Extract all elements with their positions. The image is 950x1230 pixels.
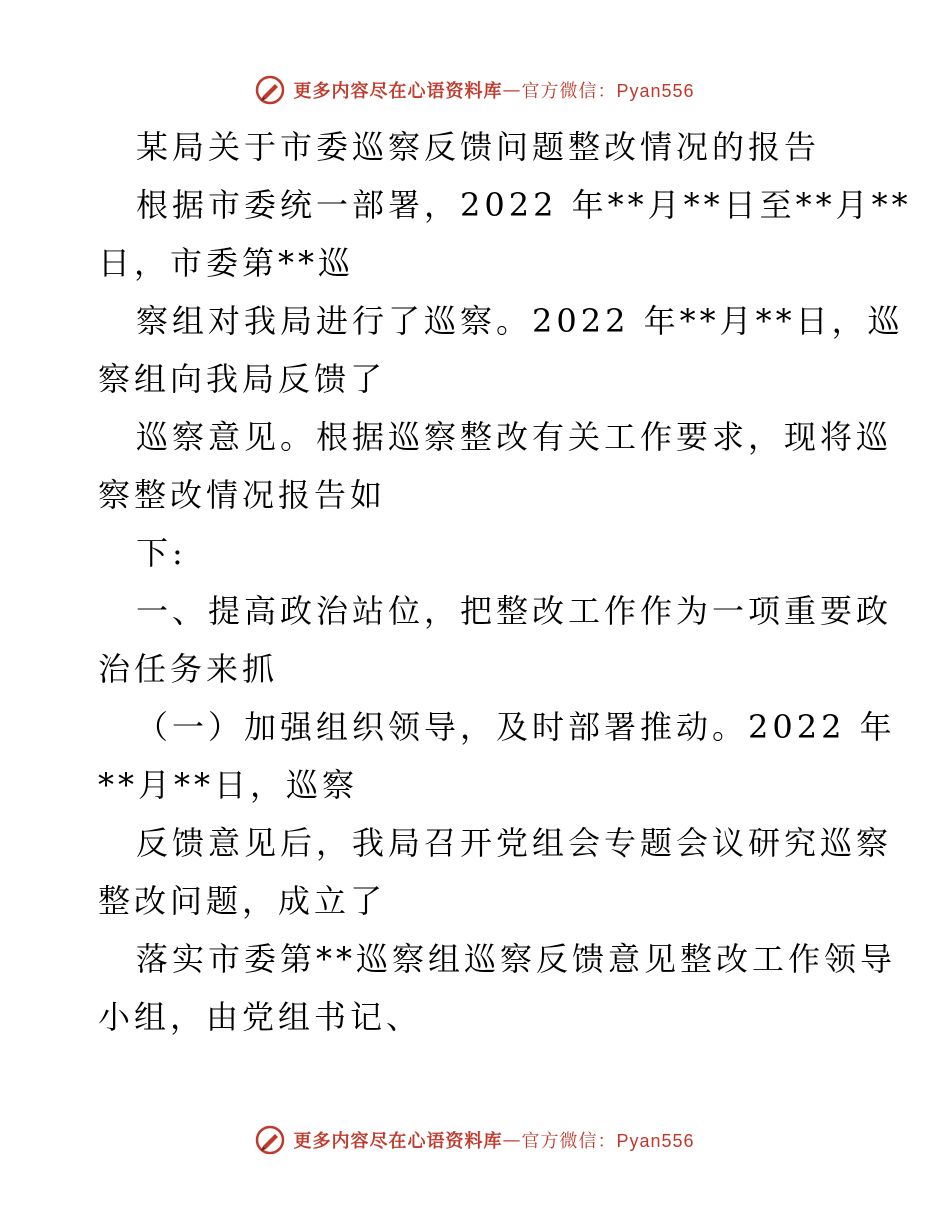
paragraph-line: 下:	[136, 534, 187, 572]
pen-logo-icon	[255, 75, 285, 105]
watermark-brand: 更多内容尽在心语资料库	[293, 81, 503, 102]
watermark-separator: —	[502, 1129, 522, 1151]
paragraph-line: 巡察意见。根据巡察整改有关工作要求，现将巡	[136, 418, 893, 456]
watermark-wechat: 官方微信：Pyan556	[521, 81, 695, 101]
paragraph-line: **月**日，巡察	[98, 766, 359, 804]
document-title: 某局关于市委巡察反馈问题整改情况的报告	[136, 128, 821, 166]
paragraph-line: 根据市委统一部署，2022 年**月**日至**月**	[136, 186, 912, 224]
paragraph-line: 日，市委第**巡	[98, 244, 355, 282]
paragraph-line: 察整改情况报告如	[98, 476, 387, 514]
pen-logo-icon	[255, 1125, 285, 1155]
watermark-footer	[0, 1120, 950, 1160]
paragraph-line: 小组，由党组书记、	[98, 998, 423, 1036]
paragraph-line: 落实市委第**巡察组巡察反馈意见整改工作领导	[136, 940, 897, 978]
paragraph-line: 整改问题，成立了	[98, 882, 387, 920]
watermark-brand: 更多内容尽在心语资料库	[293, 1131, 503, 1152]
paragraph-line: 察组向我局反馈了	[98, 360, 387, 398]
paragraph-line: 反馈意见后，我局召开党组会专题会议研究巡察	[136, 824, 893, 862]
watermark-separator: —	[502, 79, 522, 101]
section-heading: 治任务来抓	[98, 650, 279, 688]
subsection-heading: （一）加强组织领导，及时部署推动。2022 年	[136, 708, 896, 746]
watermark-wechat: 官方微信：Pyan556	[521, 1131, 695, 1151]
paragraph-line: 察组对我局进行了巡察。2022 年**月**日，巡	[136, 302, 904, 340]
document-body	[98, 118, 912, 1046]
watermark-header	[0, 70, 950, 110]
section-heading: 一、提高政治站位，把整改工作作为一项重要政	[136, 592, 893, 630]
